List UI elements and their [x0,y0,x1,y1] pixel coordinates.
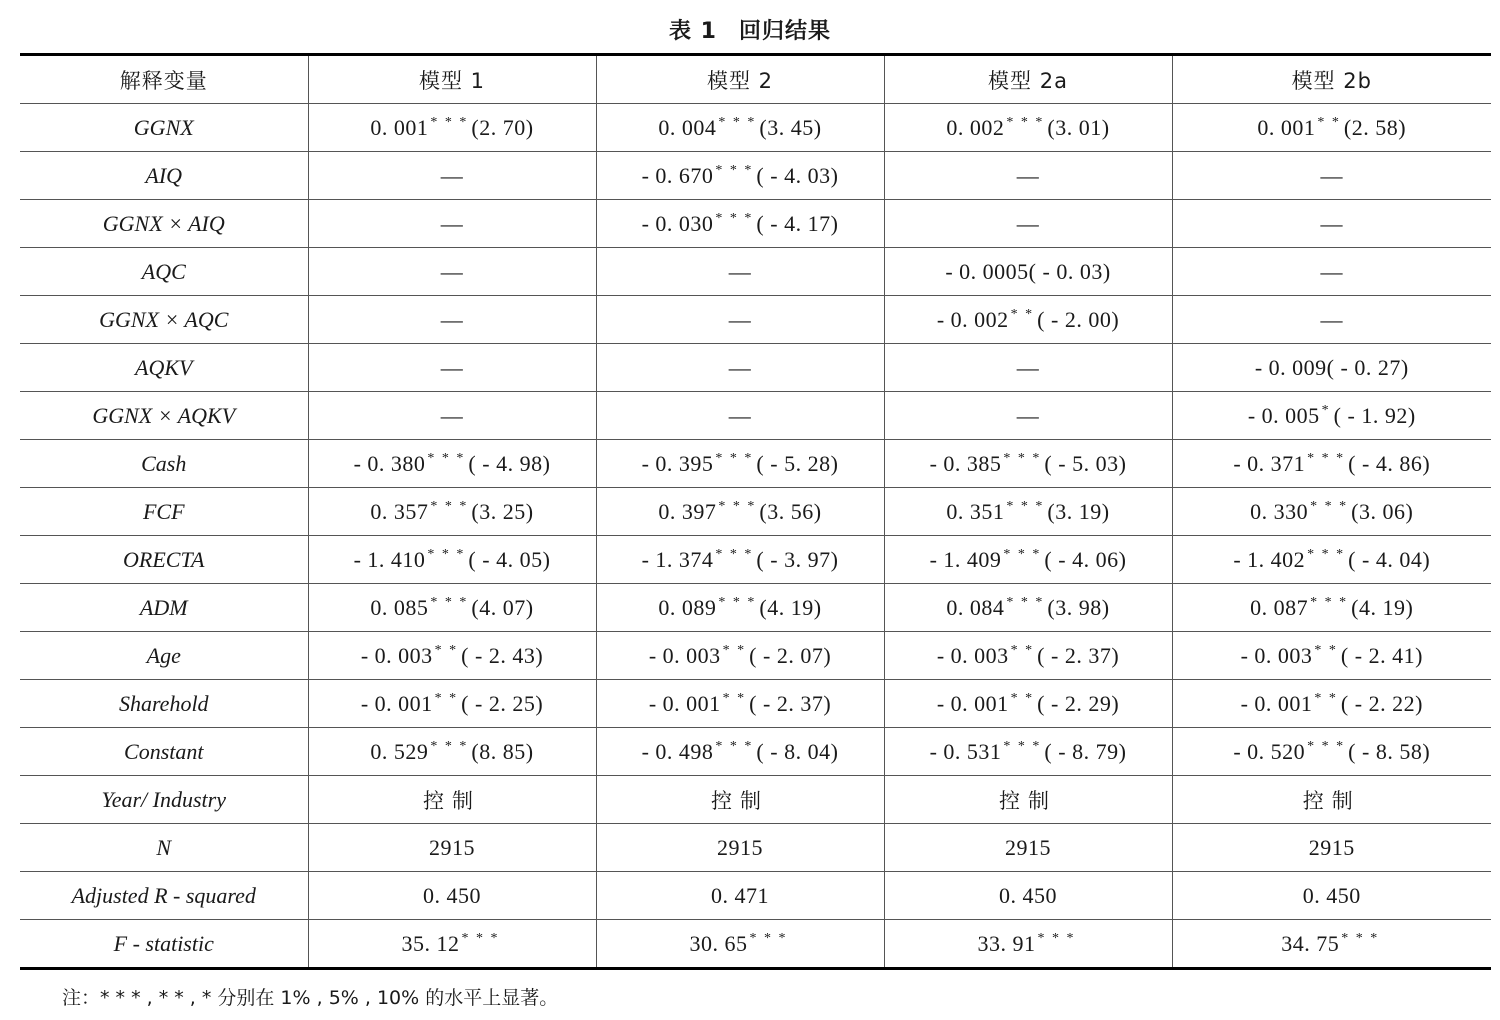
coefficient: — [1016,210,1040,236]
table-row [20,824,1491,872]
table-row [20,536,1491,584]
estimate-cell [308,440,596,488]
significance-stars: * * * [1307,738,1346,754]
coefficient: 0. 089 [658,594,717,620]
estimate-cell [1172,728,1491,776]
coefficient: — [728,354,752,380]
estimate-cell [1172,824,1491,872]
t-statistic: (8. 85) [471,738,534,764]
estimate-cell [596,536,884,584]
coefficient: 33. 91 [977,930,1036,956]
variable-name: GGNX [20,104,308,152]
table-row [20,248,1491,296]
t-statistic: ( - 2. 22) [1340,690,1423,716]
estimate-cell [1172,104,1491,152]
t-statistic: (4. 19) [1351,594,1414,620]
significance-stars: * * * [715,546,754,562]
estimate-cell [1172,488,1491,536]
estimate-cell [884,824,1172,872]
estimate-cell [1172,248,1491,296]
table-row [20,728,1491,776]
table-row [20,680,1491,728]
significance-stars: * * * [718,594,757,610]
t-statistic: ( - 4. 17) [756,210,839,236]
table-row [20,872,1491,920]
coefficient: — [1016,402,1040,428]
estimate-cell [884,344,1172,392]
coefficient: - 0. 0005 [945,258,1029,284]
estimate-cell [596,728,884,776]
table-label: 表 1 [669,19,717,44]
coefficient: 2915 [1005,834,1051,860]
coefficient: 0. 529 [370,738,429,764]
significance-stars: * [1321,402,1331,418]
variable-name: GGNX × AIQ [20,200,308,248]
significance-stars: * * [1010,642,1035,658]
table-row [20,488,1491,536]
t-statistic: (2. 58) [1343,114,1407,140]
significance-stars: * * * [430,498,469,514]
coefficient: 2915 [1308,834,1355,860]
table-title-text: 回归结果 [738,19,831,44]
coefficient: — [1016,162,1040,188]
table-body [20,104,1491,969]
estimate-cell [1172,920,1491,969]
coefficient: — [440,354,464,380]
estimate-cell [596,680,884,728]
t-statistic: (3. 01) [1047,114,1110,140]
t-statistic: (4. 07) [471,594,534,620]
estimate-cell [308,200,596,248]
significance-stars: * * * [461,930,500,946]
coefficient: 0. 004 [658,114,717,140]
coefficient: - 1. 402 [1233,546,1306,572]
coefficient: 0. 450 [999,882,1057,908]
coefficient: 0. 471 [711,882,769,908]
t-statistic: ( - 4. 05) [468,546,551,572]
regression-table [20,53,1491,970]
coefficient: 0. 002 [946,114,1005,140]
coefficient: - 0. 001 [360,690,433,716]
coefficient: 0. 084 [946,594,1005,620]
control-flag: 控制 [999,788,1057,813]
estimate-cell [884,392,1172,440]
t-statistic: (3. 06) [1351,498,1414,524]
header-row [20,55,1491,104]
significance-stars: * * * [1310,498,1349,514]
estimate-cell [1172,584,1491,632]
coefficient: - 0. 371 [1233,450,1306,476]
t-statistic: ( - 4. 98) [468,450,551,476]
estimate-cell [596,152,884,200]
t-statistic: ( - 2. 07) [749,642,832,668]
estimate-cell [596,488,884,536]
t-statistic: ( - 4. 04) [1348,546,1431,572]
estimate-cell [1172,680,1491,728]
t-statistic: (3. 19) [1047,498,1110,524]
significance-stars: * * * [1003,450,1042,466]
estimate-cell [1172,200,1491,248]
estimate-cell [884,632,1172,680]
t-statistic: ( - 1. 92) [1333,402,1416,428]
coefficient: 0. 351 [946,498,1005,524]
significance-stars: * * * [1006,114,1045,130]
estimate-cell [884,104,1172,152]
coefficient: 30. 65 [689,930,748,956]
table-row [20,104,1491,152]
variable-name: GGNX × AQKV [20,392,308,440]
table-title [0,14,1500,45]
significance-stars: * * * [1307,450,1346,466]
estimate-cell [1172,152,1491,200]
estimate-cell [308,248,596,296]
header-model-2: 模型 2 [596,55,884,104]
table-row [20,152,1491,200]
table-row [20,200,1491,248]
significance-stars: * * * [1310,594,1349,610]
estimate-cell [308,296,596,344]
coefficient: — [1320,258,1343,284]
estimate-cell [884,776,1172,824]
t-statistic: ( - 8. 79) [1044,738,1127,764]
estimate-cell [884,680,1172,728]
estimate-cell [308,824,596,872]
estimate-cell [1172,392,1491,440]
t-statistic: ( - 3. 97) [756,546,839,572]
estimate-cell [308,152,596,200]
coefficient: - 0. 670 [641,162,714,188]
estimate-cell [1172,776,1491,824]
estimate-cell [596,104,884,152]
significance-stars: * * * [715,450,754,466]
coefficient: - 0. 395 [641,450,714,476]
estimate-cell [1172,872,1491,920]
coefficient: - 0. 498 [641,738,714,764]
significance-stars: * * * [430,114,469,130]
t-statistic: ( - 4. 03) [756,162,839,188]
estimate-cell [596,200,884,248]
significance-stars: * * * [1006,498,1045,514]
t-statistic: ( - 5. 28) [756,450,839,476]
variable-name: Adjusted R - squared [20,872,308,920]
control-flag: 控制 [1302,788,1361,813]
estimate-cell [596,248,884,296]
significance-stars: * * * [715,738,754,754]
control-flag: 控制 [423,788,481,813]
coefficient: - 0. 003 [1240,642,1313,668]
coefficient: 0. 450 [423,882,481,908]
coefficient: - 0. 009 [1254,354,1327,380]
estimate-cell [596,440,884,488]
estimate-cell [884,920,1172,969]
coefficient: 34. 75 [1281,930,1340,956]
significance-stars: * * [1314,642,1338,658]
t-statistic: (3. 45) [759,114,822,140]
coefficient: 0. 357 [370,498,429,524]
significance-stars: * * * [1006,594,1045,610]
estimate-cell [596,776,884,824]
significance-stars: * * [434,642,459,658]
table-row [20,776,1491,824]
significance-stars: * * [1314,690,1338,706]
estimate-cell [884,728,1172,776]
variable-name: Sharehold [20,680,308,728]
estimate-cell [596,824,884,872]
t-statistic: ( - 2. 43) [461,642,544,668]
t-statistic: (4. 19) [759,594,822,620]
coefficient: — [1320,306,1343,332]
estimate-cell [1172,536,1491,584]
coefficient: — [1320,210,1343,236]
variable-name: AIQ [20,152,308,200]
estimate-cell [596,392,884,440]
estimate-cell [884,152,1172,200]
significance-stars: * * [434,690,459,706]
table-note: 注：* * * , * * , * 分别在 1% , 5% , 10% 的水平上显著。 [62,987,559,1009]
estimate-cell [884,872,1172,920]
variable-name: ADM [20,584,308,632]
t-statistic: ( - 4. 86) [1348,450,1431,476]
coefficient: — [728,402,752,428]
significance-stars: * * * [1003,546,1042,562]
variable-name: AQC [20,248,308,296]
estimate-cell [596,632,884,680]
variable-name: Age [20,632,308,680]
estimate-cell [308,536,596,584]
estimate-cell [308,488,596,536]
coefficient: - 0. 001 [1240,690,1313,716]
table-row [20,632,1491,680]
coefficient: - 0. 002 [936,306,1009,332]
t-statistic: ( - 2. 00) [1037,306,1120,332]
t-statistic: ( - 2. 41) [1340,642,1423,668]
coefficient: - 0. 001 [648,690,721,716]
coefficient: — [1320,162,1343,188]
control-flag: 控制 [711,788,769,813]
t-statistic: (3. 25) [471,498,534,524]
estimate-cell [884,248,1172,296]
estimate-cell [308,776,596,824]
significance-stars: * * [1317,114,1341,130]
table-row [20,296,1491,344]
coefficient: 0. 001 [370,114,429,140]
estimate-cell [884,488,1172,536]
estimate-cell [596,872,884,920]
t-statistic: (3. 56) [759,498,822,524]
significance-stars: * * * [715,162,754,178]
estimate-cell [596,296,884,344]
significance-stars: * * * [430,738,469,754]
significance-stars: * * * [1341,930,1380,946]
t-statistic: ( - 0. 03) [1028,258,1111,284]
estimate-cell [308,584,596,632]
t-statistic: (3. 98) [1047,594,1110,620]
coefficient: 0. 001 [1257,114,1316,140]
variable-name: Cash [20,440,308,488]
estimate-cell [1172,440,1491,488]
coefficient: - 0. 531 [929,738,1002,764]
estimate-cell [596,920,884,969]
significance-stars: * * * [749,930,788,946]
t-statistic: ( - 4. 06) [1044,546,1127,572]
significance-stars: * * * [715,210,754,226]
estimate-cell [1172,344,1491,392]
estimate-cell [308,392,596,440]
significance-stars: * * * [718,114,757,130]
coefficient: - 0. 003 [936,642,1009,668]
coefficient: 0. 397 [658,498,717,524]
variable-name: ORECTA [20,536,308,584]
variable-name: AQKV [20,344,308,392]
coefficient: - 1. 409 [929,546,1002,572]
coefficient: — [440,210,464,236]
table-row [20,920,1491,969]
coefficient: - 0. 001 [936,690,1009,716]
significance-stars: * * [1010,306,1035,322]
coefficient: 0. 085 [370,594,429,620]
estimate-cell [308,344,596,392]
coefficient: — [1016,354,1040,380]
t-statistic: ( - 2. 37) [749,690,832,716]
t-statistic: (2. 70) [471,114,534,140]
estimate-cell [308,728,596,776]
table-row [20,392,1491,440]
significance-stars: * * [1010,690,1035,706]
t-statistic: ( - 8. 04) [756,738,839,764]
header-model-1: 模型 1 [308,55,596,104]
coefficient: 2915 [717,834,763,860]
significance-stars: * * * [427,450,466,466]
header-model-2b: 模型 2b [1172,55,1491,104]
coefficient: - 0. 005 [1247,402,1320,428]
estimate-cell [596,584,884,632]
estimate-cell [884,200,1172,248]
estimate-cell [308,104,596,152]
estimate-cell [884,440,1172,488]
coefficient: — [728,306,752,332]
estimate-cell [308,632,596,680]
variable-name: N [20,824,308,872]
coefficient: — [728,258,752,284]
estimate-cell [596,344,884,392]
significance-stars: * * * [1037,930,1076,946]
estimate-cell [308,920,596,969]
estimate-cell [884,584,1172,632]
coefficient: 0. 330 [1250,498,1309,524]
significance-stars: * * * [1307,546,1346,562]
estimate-cell [308,680,596,728]
significance-stars: * * * [1003,738,1042,754]
t-statistic: ( - 2. 25) [461,690,544,716]
significance-stars: * * [722,690,747,706]
t-statistic: ( - 2. 29) [1037,690,1120,716]
variable-name: FCF [20,488,308,536]
table-row [20,440,1491,488]
variable-name: F - statistic [20,920,308,969]
variable-name: Constant [20,728,308,776]
coefficient: 2915 [429,834,475,860]
estimate-cell [884,296,1172,344]
estimate-cell [884,536,1172,584]
coefficient: — [440,162,464,188]
table-row [20,344,1491,392]
header-model-2a: 模型 2a [884,55,1172,104]
significance-stars: * * [722,642,747,658]
coefficient: - 0. 030 [641,210,714,236]
coefficient: — [440,402,464,428]
coefficient: — [440,258,464,284]
t-statistic: ( - 5. 03) [1044,450,1127,476]
coefficient: - 0. 003 [648,642,721,668]
coefficient: - 0. 385 [929,450,1002,476]
coefficient: - 0. 003 [360,642,433,668]
coefficient: — [440,306,464,332]
coefficient: - 0. 380 [353,450,426,476]
coefficient: - 0. 520 [1233,738,1306,764]
estimate-cell [1172,632,1491,680]
variable-name: GGNX × AQC [20,296,308,344]
significance-stars: * * * [718,498,757,514]
t-statistic: ( - 8. 58) [1348,738,1431,764]
table-row [20,584,1491,632]
coefficient: 35. 12 [401,930,460,956]
variable-name: Year/ Industry [20,776,308,824]
t-statistic: ( - 2. 37) [1037,642,1120,668]
header-variable: 解释变量 [20,55,308,104]
coefficient: - 1. 410 [353,546,426,572]
coefficient: 0. 450 [1302,882,1361,908]
estimate-cell [1172,296,1491,344]
coefficient: - 1. 374 [641,546,714,572]
estimate-cell [308,872,596,920]
significance-stars: * * * [430,594,469,610]
significance-stars: * * * [427,546,466,562]
t-statistic: ( - 0. 27) [1326,354,1409,380]
coefficient: 0. 087 [1250,594,1309,620]
